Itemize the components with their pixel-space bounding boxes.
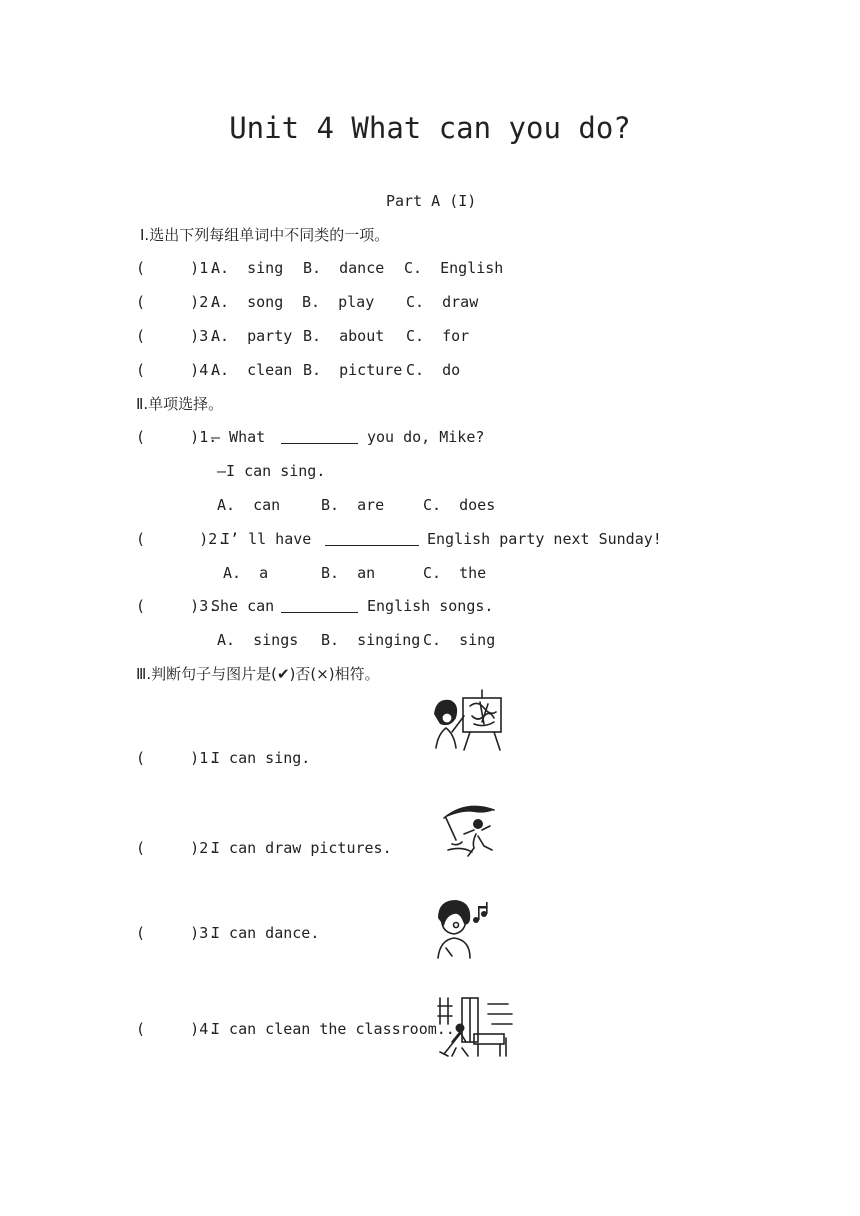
option-a: A. sings: [217, 631, 299, 649]
section3-heading: Ⅲ.判断句子与图片是(✔)否(×)相符。: [136, 665, 380, 683]
option-a: A. can: [217, 496, 281, 514]
section1-heading: Ⅰ.选出下列每组单词中不同类的一项。: [140, 226, 390, 244]
answer-line: —I can sing.: [217, 462, 326, 480]
question-text-after-blank: English songs.: [367, 597, 494, 615]
girl-painting-easel-picture: [430, 688, 506, 752]
answer-blank[interactable]: [281, 429, 358, 444]
option-b: B. play: [302, 293, 375, 311]
option-a: A. party: [211, 327, 293, 345]
question-text-before-blank: She can: [211, 597, 275, 615]
question-number: ( )3.: [136, 597, 218, 615]
question-number: ( )4.: [136, 361, 218, 379]
question-number: ( )2.: [136, 839, 218, 857]
question-number: ( )1.: [136, 259, 218, 277]
question-number: ( )2.: [136, 530, 227, 548]
statement-text: I can draw pictures.: [211, 839, 392, 857]
option-b: B. are: [321, 496, 385, 514]
person-dancing-umbrella-picture: [440, 798, 498, 858]
question-number: ( )1.: [136, 749, 218, 767]
option-a: A. song: [211, 293, 284, 311]
option-b: B. dance: [303, 259, 385, 277]
answer-blank[interactable]: [281, 598, 358, 613]
option-c: C. for: [406, 327, 470, 345]
question-text-before-blank: I’ ll have: [221, 530, 312, 548]
statement-text: I can dance.: [211, 924, 320, 942]
child-sweeping-classroom-picture: [436, 994, 514, 1060]
option-b: B. picture: [303, 361, 403, 379]
option-c: C. does: [423, 496, 496, 514]
option-c: C. do: [406, 361, 461, 379]
question-number: ( )4.: [136, 1020, 218, 1038]
question-text-after-blank: you do, Mike?: [367, 428, 485, 446]
part-subtitle: Part A (I): [386, 192, 477, 210]
option-b: B. an: [321, 564, 376, 582]
question-number: ( )3.: [136, 924, 218, 942]
question-number: ( )1.: [136, 428, 218, 446]
girl-singing-notes-picture: [432, 898, 492, 960]
option-a: A. clean: [211, 361, 293, 379]
statement-text: I can clean the classroom..: [211, 1020, 455, 1038]
question-text-after-blank: English party next Sunday!: [427, 530, 662, 548]
section2-heading: Ⅱ.单项选择。: [136, 395, 224, 413]
answer-blank[interactable]: [325, 531, 419, 546]
option-c: C. sing: [423, 631, 496, 649]
option-b: B. singing: [321, 631, 421, 649]
option-c: C. English: [404, 259, 504, 277]
option-c: C. draw: [406, 293, 479, 311]
option-a: A. a: [223, 564, 269, 582]
page-title: Unit 4 What can you do?: [229, 111, 631, 145]
question-number: ( )3.: [136, 327, 218, 345]
question-text-before-blank: — What: [211, 428, 266, 446]
question-number: ( )2.: [136, 293, 218, 311]
option-a: A. sing: [211, 259, 284, 277]
option-b: B. about: [303, 327, 385, 345]
option-c: C. the: [423, 564, 487, 582]
statement-text: I can sing.: [211, 749, 311, 767]
